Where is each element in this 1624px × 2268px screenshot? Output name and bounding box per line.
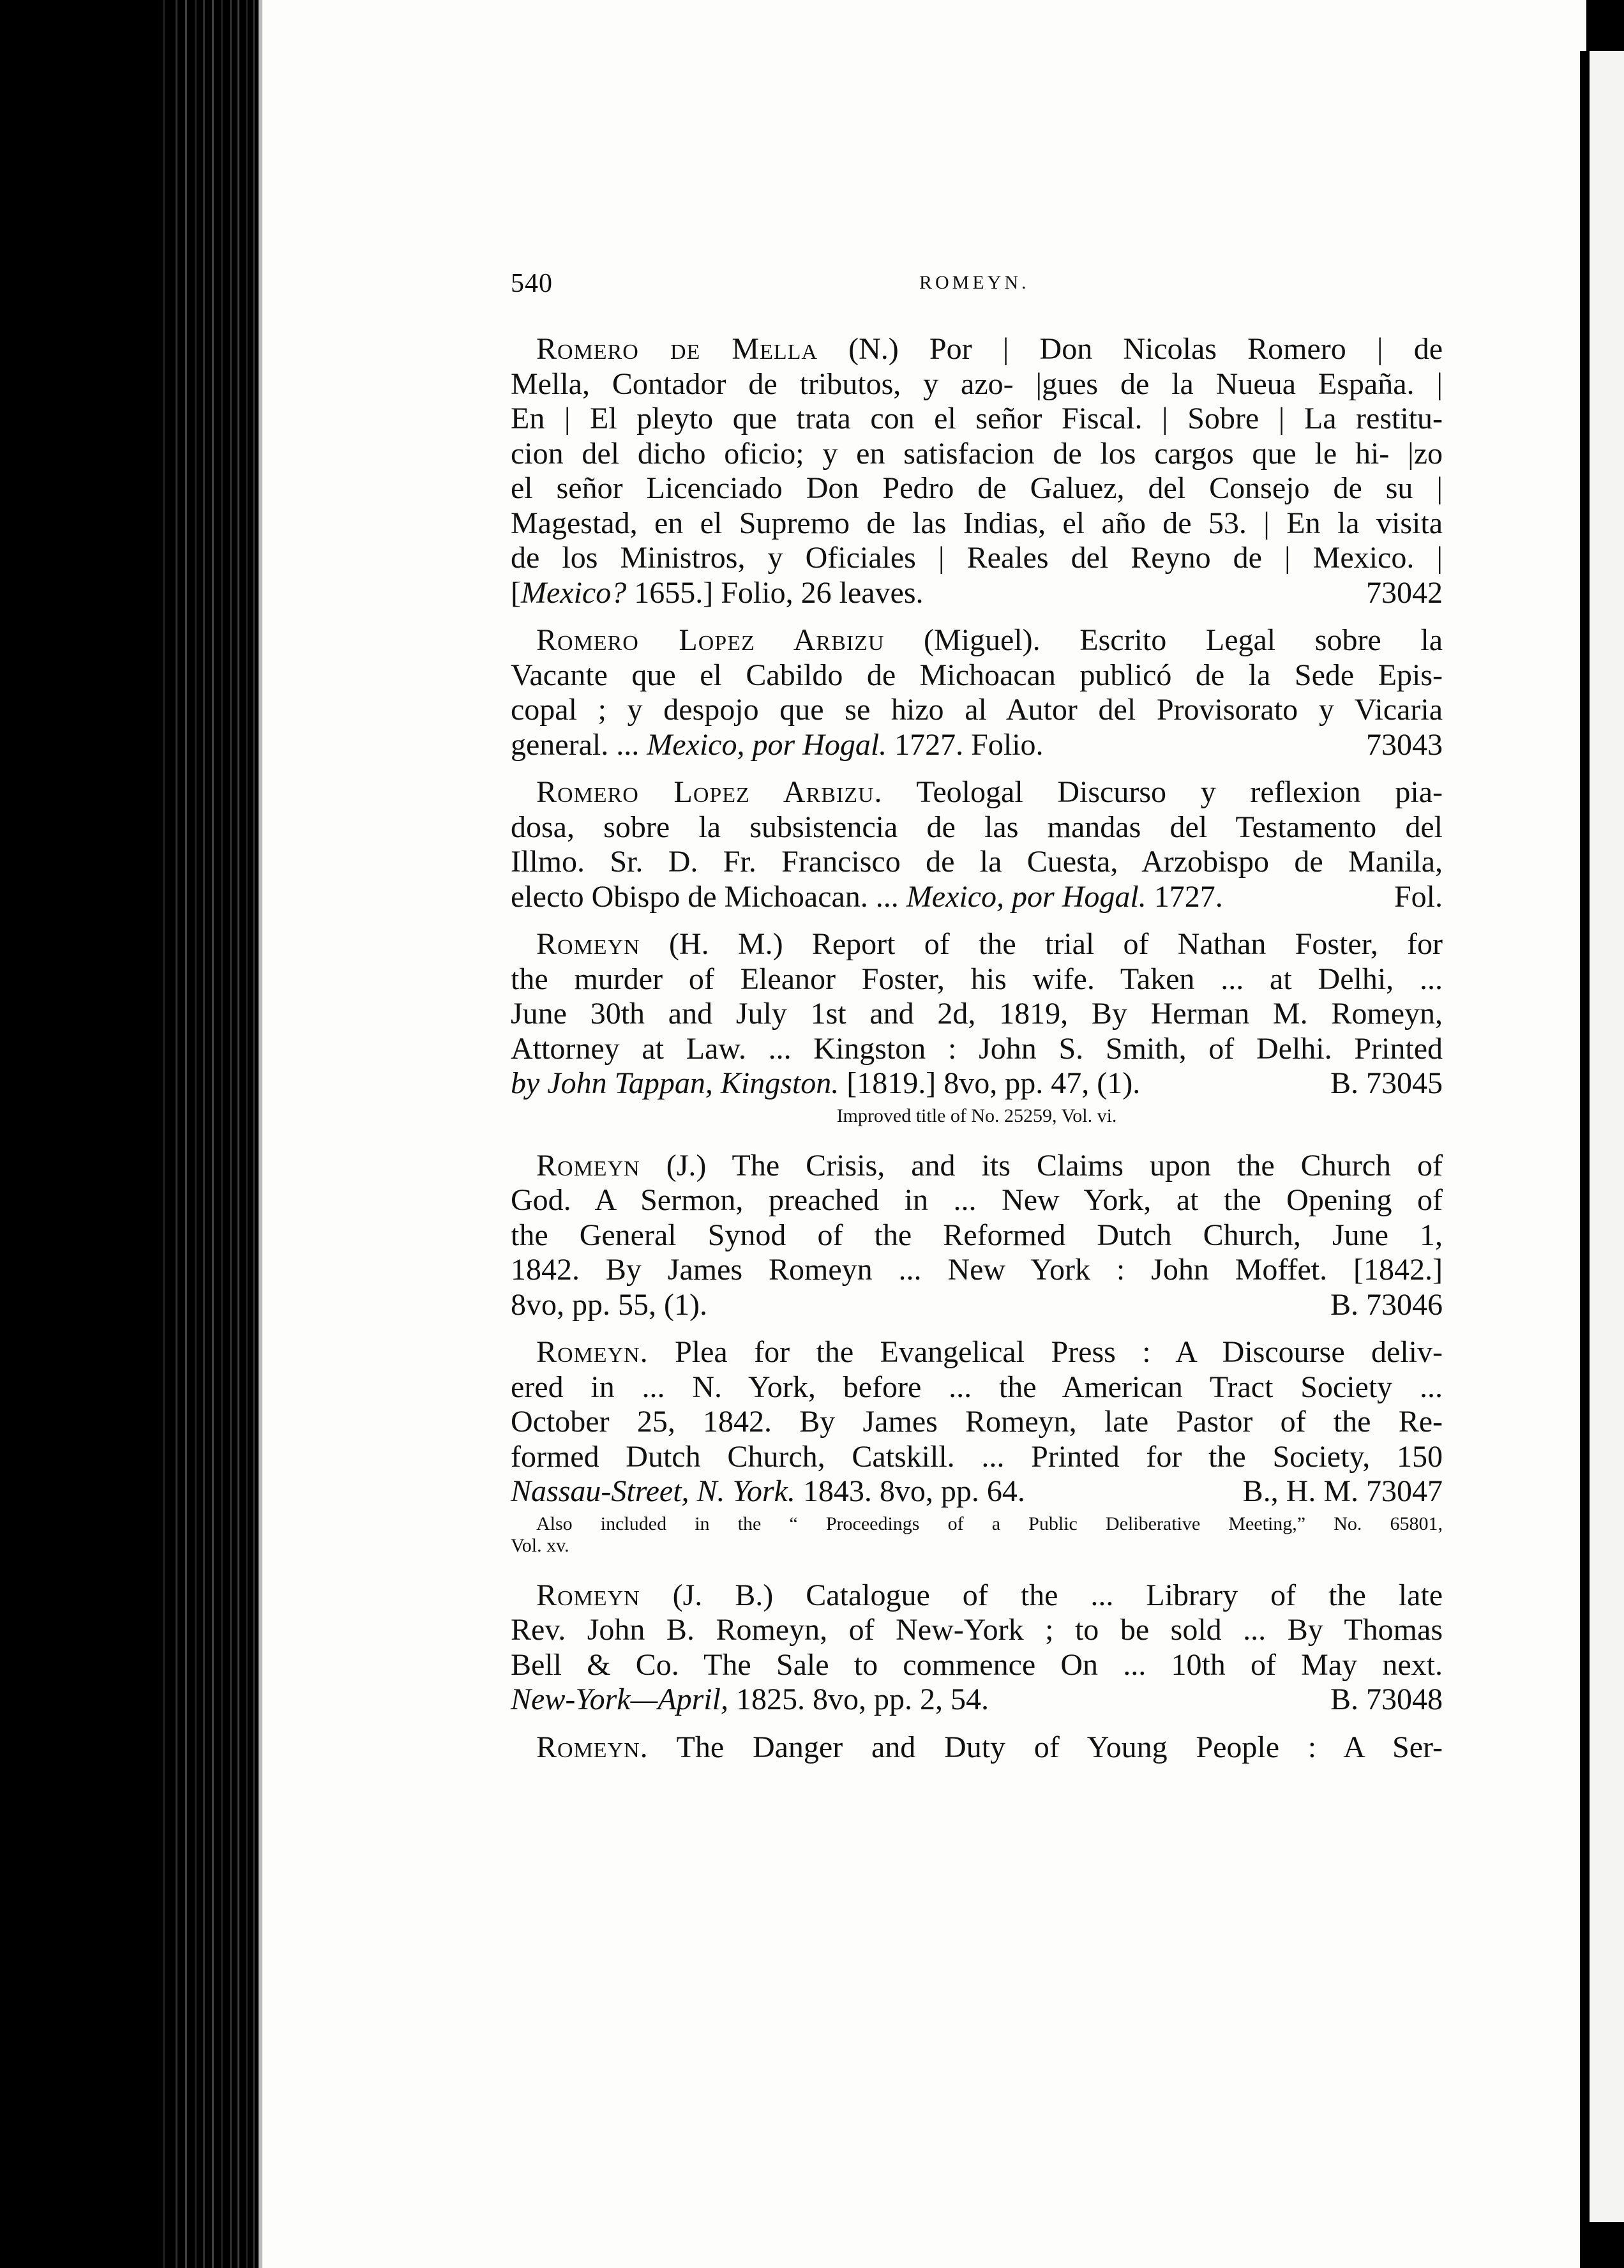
page-stack-line (221, 0, 223, 2268)
entry-number: B. 73045 (1330, 1066, 1443, 1100)
entry-line: Attorney at Law. ... Kingston : John S. Smith, of Delhi. Printed (511, 1031, 1443, 1066)
running-title: ROMEYN. (919, 272, 1030, 293)
imprint-rest: 1727. Folio. (887, 727, 1044, 762)
entry-imprint (511, 1288, 707, 1323)
page-stack-line (195, 0, 197, 2268)
entry-line: Illmo. Sr. D. Fr. Francisco de la Cuesta, Arzobispo de Manila, (511, 845, 1443, 879)
book-edge (0, 0, 268, 2268)
imprint-rest: 1727. (1146, 879, 1223, 914)
entry-heading: Romeyn. (536, 1335, 649, 1369)
entry-number: B. 73046 (1330, 1287, 1443, 1322)
imprint-italic: Mexico? (520, 575, 627, 610)
page-stack-line (176, 0, 177, 2268)
entry-first-line (511, 927, 1443, 962)
entry-imprint (511, 576, 924, 611)
entry-first-line (511, 1730, 1443, 1765)
entry-heading-rest: (Miguel). Escrito Legal sobre la (884, 623, 1443, 657)
entry-line: the General Synod of the Reformed Dutch Church, June 1, (511, 1218, 1443, 1252)
entry-line: Vacante que el Cabildo de Michoacan publicó de la Sede Epis- (511, 658, 1443, 692)
entry-first-line (511, 1578, 1443, 1614)
entry-heading-rest: Teologal Discurso y reflexion pia- (882, 775, 1443, 809)
entry-number: B., H. M. 73047 (1242, 1474, 1443, 1508)
entry-line: Bell & Co. The Sale to commence On ... 10th of May next. (511, 1647, 1443, 1682)
entry-line: el señor Licenciado Don Pedro de Galuez, del Consejo de su | (511, 471, 1443, 505)
entry-heading-rest: Plea for the Evangelical Press : A Discourse deliv- (648, 1335, 1443, 1369)
entry-number: 73043 (1366, 727, 1443, 762)
entry-last-line (511, 728, 1443, 763)
imprint-italic: Mexico, por Hogal. (647, 727, 887, 762)
imprint-rest: 1825. 8vo, pp. 2, 54. (728, 1682, 989, 1716)
entry-imprint (511, 880, 1223, 915)
entry-heading-rest: (N.) Por | Don Nicolas Romero | de (817, 332, 1443, 366)
entry-line: Mella, Contador de tributos, y azo- |gues de la Nueua España. | (511, 367, 1443, 401)
entry-heading-rest: The Danger and Duty of Young People : A Ser- (648, 1730, 1443, 1764)
catalog-entry (511, 1578, 1443, 1718)
entry-heading: Romero Lopez Arbizu. (536, 775, 883, 809)
entry-line: de los Ministros, y Oficiales | Reales del Reyno de | Mexico. | (511, 541, 1443, 575)
entry-note (511, 1513, 1443, 1557)
entry-first-line (511, 1335, 1443, 1370)
entry-last-line (511, 1288, 1443, 1323)
entry-heading: Romeyn (536, 1148, 640, 1183)
imprint-italic: Nassau-Street, N. York. (511, 1474, 795, 1508)
entry-line: Magestad, en el Supremo de las Indias, el año de 53. | En la visita (511, 506, 1443, 540)
entry-first-line (511, 332, 1443, 367)
entry-heading: Romero de Mella (536, 332, 818, 366)
entry-first-line (511, 623, 1443, 658)
entry-line: En | El pleyto que trata con el señor Fiscal. | Sobre | La restitu- (511, 402, 1443, 435)
entry-last-line (511, 880, 1443, 915)
running-head (511, 268, 1443, 313)
imprint-italic: Mexico, por Hogal. (906, 879, 1147, 914)
entry-line: ered in ... N. York, before ... the American Tract Society ... (511, 1370, 1443, 1404)
entry-imprint (511, 1066, 1140, 1101)
entry-number: 73042 (1366, 575, 1443, 610)
entry-line: God. A Sermon, preached in ... New York, at the Opening of (511, 1183, 1443, 1217)
entry-imprint (511, 1474, 1025, 1509)
page-stack-line (237, 0, 239, 2268)
page-stack-line (185, 0, 187, 2268)
page-stack-line (246, 0, 248, 2268)
imprint-rest: [1819.] 8vo, pp. 47, (1). (839, 1066, 1141, 1100)
entry-heading-rest: (H. M.) Report of the trial of Nathan Foster, for (640, 927, 1443, 961)
entry-line: October 25, 1842. By James Romeyn, late Pastor of the Re- (511, 1405, 1443, 1439)
imprint-prefix: [ (511, 575, 521, 610)
entry-note: Improved title of No. 25259, Vol. vi. (836, 1105, 1117, 1126)
imprint-rest: 1655.] Folio, 26 leaves. (626, 575, 924, 610)
entry-first-line (511, 1149, 1443, 1184)
entry-first-line (511, 775, 1443, 810)
entry-line: Rev. John B. Romeyn, of New-York ; to be sold ... By Thomas (511, 1613, 1443, 1647)
imprint-prefix: general. ... (511, 727, 647, 762)
entry-heading: Romeyn. (536, 1730, 649, 1764)
entry-imprint (511, 1682, 989, 1718)
next-page-sliver (1590, 51, 1624, 2222)
catalog-entry (511, 332, 1443, 610)
page-stack-line (253, 0, 255, 2268)
entry-last-line (511, 1474, 1443, 1509)
entry-line: formed Dutch Church, Catskill. ... Printed for the Society, 150 (511, 1439, 1443, 1474)
imprint-prefix: 8vo, pp. 55, (1). (511, 1287, 707, 1322)
page-number: 540 (511, 269, 553, 298)
imprint-rest: 1843. 8vo, pp. 64. (795, 1474, 1025, 1508)
catalog-entry (511, 1335, 1443, 1509)
entry-line: 1842. By James Romeyn ... New York : John Moffet. [1842.] (511, 1253, 1443, 1287)
entry-heading: Romeyn (536, 1578, 640, 1612)
page-stack-line (230, 0, 232, 2268)
entry-heading-rest: (J.) The Crisis, and its Claims upon the Church of (640, 1148, 1443, 1183)
catalog-entry (511, 927, 1443, 1101)
entry-heading: Romero Lopez Arbizu (536, 623, 885, 657)
entry-heading: Romeyn (536, 927, 640, 961)
entry-line: copal ; y despojo que se hizo al Autor del Provisorato y Vicaria (511, 693, 1443, 727)
entry-note-line: Also included in the “ Proceedings of a Public Deliberative Meeting,” No. 65801, (536, 1513, 1443, 1534)
imprint-italic: New-York—April, (511, 1682, 728, 1716)
entry-number: Fol. (1394, 879, 1443, 914)
imprint-italic: by John Tappan, Kingston. (511, 1066, 839, 1100)
catalog-entry (511, 775, 1443, 914)
entry-heading-rest: (J. B.) Catalogue of the ... Library of the late (640, 1578, 1443, 1612)
catalog-entry (511, 1149, 1443, 1323)
page-stack-line (212, 0, 214, 2268)
page-stack-line (203, 0, 205, 2268)
entry-number: B. 73048 (1330, 1682, 1443, 1716)
entry-line: cion del dicho oficio; y en satisfacion de los cargos que le hi- |zo (511, 436, 1443, 471)
entry-note-line: Vol. xv. (511, 1534, 569, 1556)
entry-imprint (511, 728, 1044, 763)
page-stack-line (163, 0, 165, 2268)
entry-line: the murder of Eleanor Foster, his wife. Taken ... at Delhi, ... (511, 962, 1443, 996)
entry-last-line (511, 1682, 1443, 1718)
bibliography-entries (511, 332, 1443, 1778)
imprint-prefix: electo Obispo de Michoacan. ... (511, 879, 906, 914)
entry-line: dosa, sobre la subsistencia de las mandas del Testamento del (511, 810, 1443, 844)
entry-line: June 30th and July 1st and 2d, 1819, By Herman M. Romeyn, (511, 997, 1443, 1031)
catalog-entry (511, 1730, 1443, 1765)
catalog-entry (511, 623, 1443, 762)
entry-last-line (511, 1066, 1443, 1101)
entry-last-line (511, 576, 1443, 611)
